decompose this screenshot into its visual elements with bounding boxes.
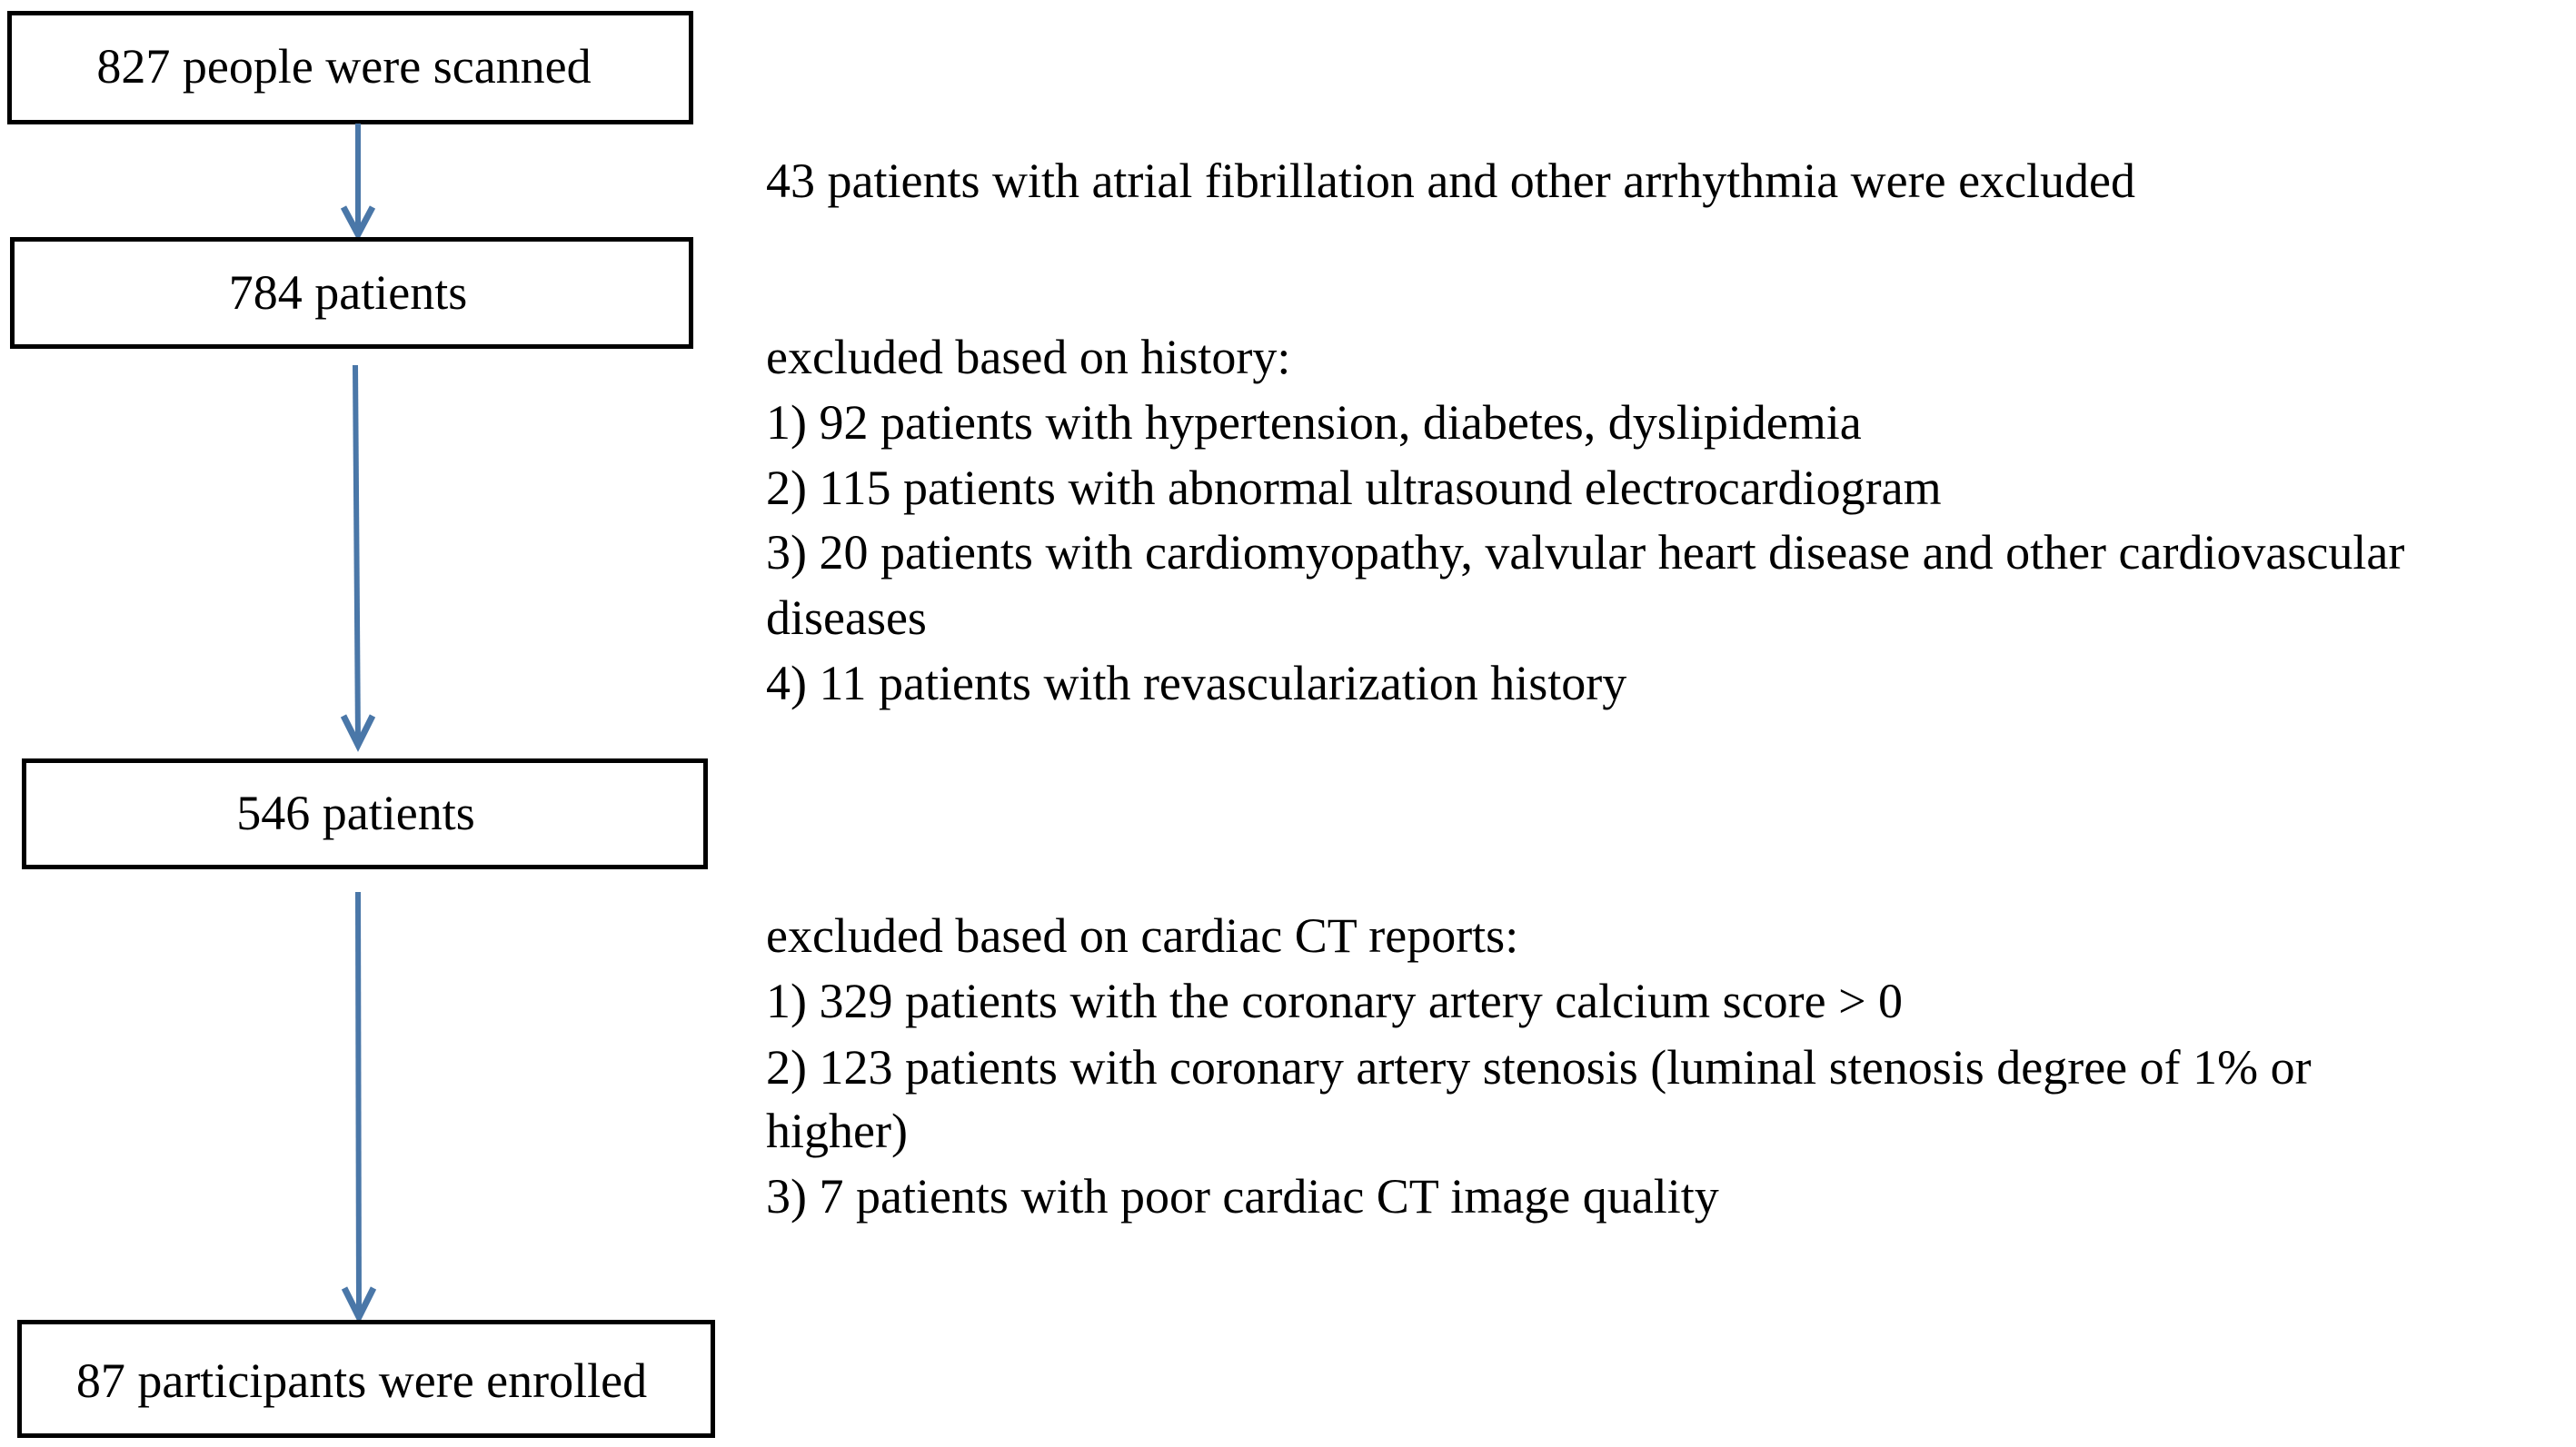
exclusion-history-item: 1) 92 patients with hypertension, diabetes, dyslipidemia (766, 395, 1862, 450)
arrow-down-icon (340, 890, 376, 1323)
flow-box-784-label: 784 patients (228, 265, 468, 320)
exclusion-history-item-continued: diseases (766, 590, 927, 645)
arrow-down-icon (340, 122, 376, 240)
exclusion-ct-item: 3) 7 patients with poor cardiac CT image quality (766, 1169, 1719, 1224)
exclusion-history-item: 2) 115 patients with abnormal ultrasound electrocardiogram (766, 461, 1942, 515)
flow-box-enrolled-label: 87 participants were enrolled (75, 1353, 648, 1408)
exclusion-arrhythmia: 43 patients with atrial fibrillation and other arrhythmia were excluded (766, 154, 2135, 208)
flow-box-enrolled (17, 1320, 715, 1438)
exclusion-history-item: 3) 20 patients with cardiomyopathy, valvular heart disease and other cardiovascular (766, 525, 2405, 580)
flow-box-scanned (7, 11, 693, 124)
exclusion-ct-heading: excluded based on cardiac CT reports: (766, 908, 1519, 963)
flow-box-546-label: 546 patients (236, 786, 475, 840)
exclusion-history-heading: excluded based on history: (766, 330, 1291, 384)
exclusion-ct-item-continued: higher) (766, 1104, 908, 1158)
exclusion-ct-item: 1) 329 patients with the coronary artery calcium score > 0 (766, 974, 1904, 1028)
flow-box-784-patients (10, 237, 693, 349)
exclusion-history-item: 4) 11 patients with revascularization history (766, 656, 1627, 710)
arrow-down-icon (338, 363, 374, 750)
flow-box-546-patients (22, 758, 708, 869)
exclusion-ct-item: 2) 123 patients with coronary artery stenosis (luminal stenosis degree of 1% or (766, 1040, 2312, 1095)
flow-box-scanned-label: 827 people were scanned (96, 39, 592, 94)
